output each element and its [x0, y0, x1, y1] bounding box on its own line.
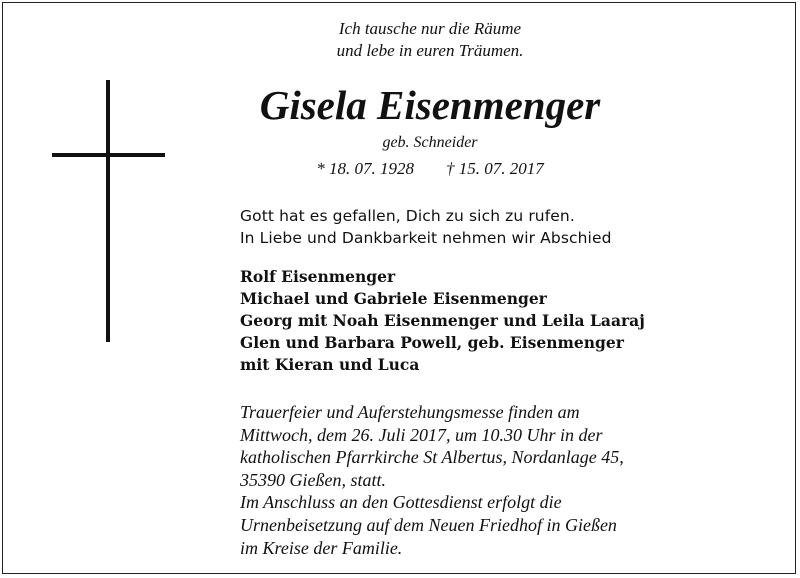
verse-line: Gott hat es gefallen, Dich zu sich zu rufen. [240, 207, 575, 225]
mourner-line: Glen und Barbara Powell, geb. Eisenmenger [240, 333, 624, 352]
mourner-line: Michael und Gabriele Eisenmenger [240, 289, 547, 308]
mourner-line: Rolf Eisenmenger [240, 267, 396, 286]
birth-date: * 18. 07. 1928 [316, 159, 414, 178]
notice-line: 35390 Gießen, statt. [240, 469, 386, 490]
motto-line: Ich tausche nur die Räume [338, 19, 522, 38]
birth-name: geb. Schneider [382, 134, 478, 151]
deceased-name: Gisela Eisenmenger [259, 82, 601, 128]
notice-line: Urnenbeisetzung auf dem Neuen Friedhof in Gießen [240, 514, 617, 535]
death-date: † 15. 07. 2017 [446, 159, 544, 178]
funeral-notice [240, 401, 780, 559]
motto-line: und lebe in euren Träumen. [336, 41, 524, 60]
notice-line: Mittwoch, dem 26. Juli 2017, um 10.30 Uhr in der [240, 424, 603, 445]
notice-line: Im Anschluss an den Gottesdienst erfolgt die [240, 492, 562, 513]
verse-line: In Liebe und Dankbarkeit nehmen wir Abschied [240, 229, 612, 247]
mourner-line: Georg mit Noah Eisenmenger und Leila Laaraj [240, 311, 645, 330]
life-dates [205, 158, 655, 180]
cross-vertical-bar [106, 80, 110, 342]
notice-line: katholischen Pfarrkirche St Albertus, Nordanlage 45, [240, 447, 624, 468]
mourners-list [240, 266, 780, 376]
farewell-verse [240, 205, 780, 249]
cross-horizontal-bar [52, 153, 165, 157]
motto [205, 18, 655, 62]
notice-line: Trauerfeier und Auferstehungsmesse finden am [240, 402, 580, 422]
mourner-line: mit Kieran und Luca [240, 355, 420, 374]
notice-line: im Kreise der Familie. [240, 537, 403, 558]
